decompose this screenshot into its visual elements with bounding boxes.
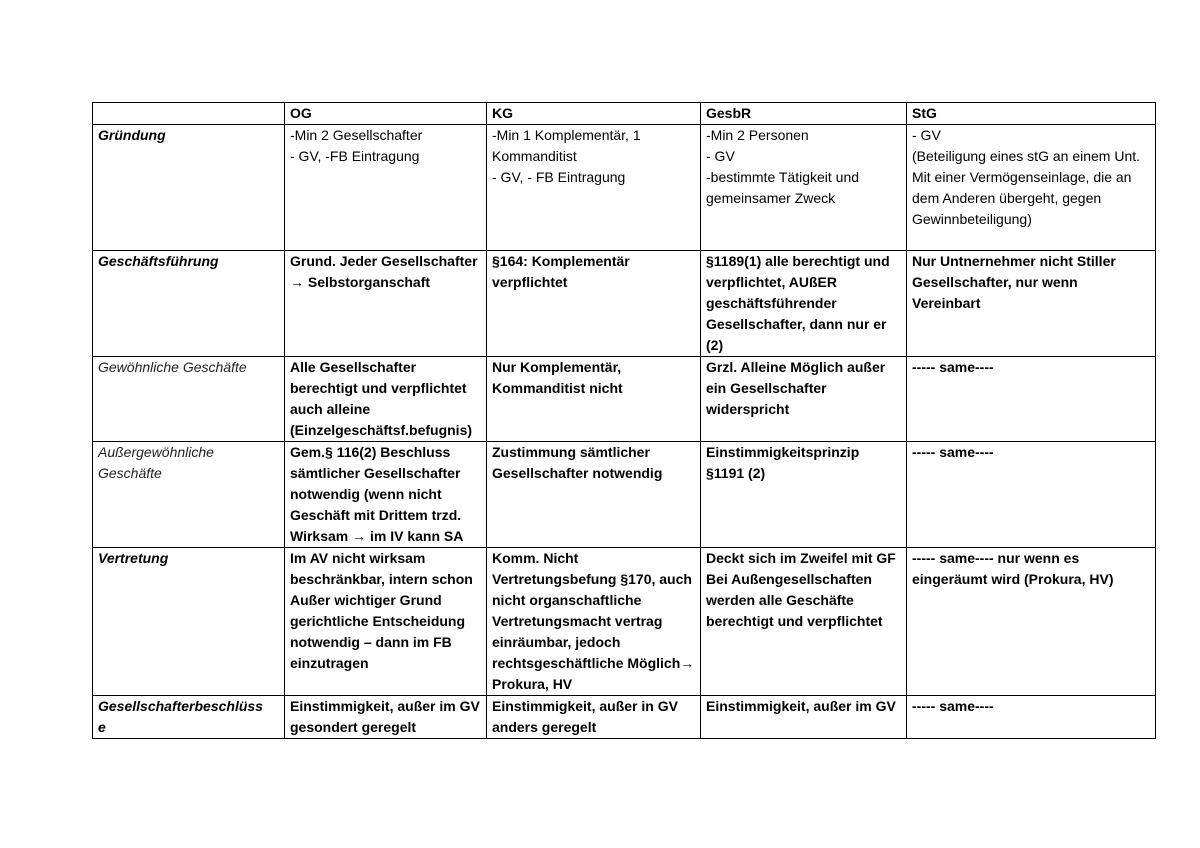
row-label: Geschäftsführung xyxy=(93,251,285,357)
comparison-table xyxy=(92,102,1156,739)
row-label: Außergewöhnliche Geschäfte xyxy=(93,442,285,548)
cell-kg: Zustimmung sämtlicher Gesellschafter notwendig xyxy=(487,442,701,548)
cell-gesbr: §1189(1) alle berechtigt und verpflichtet, AUßER geschäftsführender Gesellschafter, dann nur er (2) xyxy=(701,251,907,357)
cell-kg: §164: Komplementär verpflichtet xyxy=(487,251,701,357)
cell-gesbr: Grzl. Alleine Möglich außer ein Gesellschafter widerspricht xyxy=(701,357,907,442)
table-body xyxy=(93,103,1156,739)
cell-kg: Nur Komplementär, Kommanditist nicht xyxy=(487,357,701,442)
cell-stg: - GV (Beteiligung eines stG an einem Unt. Mit einer Vermögenseinlage, die an dem Anderen übergeht, gegen Gewinnbeteiligung) xyxy=(907,125,1156,251)
header-row xyxy=(93,103,1156,125)
header-cell-stg: StG xyxy=(907,103,1156,125)
cell-og: Einstimmigkeit, außer im GV gesondert geregelt xyxy=(285,696,487,739)
table-row xyxy=(93,696,1156,739)
cell-og: Grund. Jeder Gesellschafter → Selbstorganschaft xyxy=(285,251,487,357)
row-label: Vertretung xyxy=(93,548,285,696)
cell-stg: Nur Untnernehmer nicht Stiller Gesellschafter, nur wenn Vereinbart xyxy=(907,251,1156,357)
cell-og: Gem.§ 116(2) Beschluss sämtlicher Gesellschafter notwendig (wenn nicht Geschäft mit Drittem trzd. Wirksam → im IV kann SA xyxy=(285,442,487,548)
header-cell-og: OG xyxy=(285,103,487,125)
cell-kg: Einstimmigkeit, außer in GV anders geregelt xyxy=(487,696,701,739)
cell-og: Im AV nicht wirksam beschränkbar, intern schon Außer wichtiger Grund gerichtliche Entscheidung notwendig – dann im FB einzutragen xyxy=(285,548,487,696)
table-row xyxy=(93,442,1156,548)
header-cell-empty xyxy=(93,103,285,125)
table-row xyxy=(93,125,1156,251)
cell-gesbr: -Min 2 Personen - GV -bestimmte Tätigkeit und gemeinsamer Zweck xyxy=(701,125,907,251)
header-cell-kg: KG xyxy=(487,103,701,125)
cell-og: -Min 2 Gesellschafter - GV, -FB Eintragung xyxy=(285,125,487,251)
cell-gesbr: Deckt sich im Zweifel mit GF Bei Außengesellschaften werden alle Geschäfte berechtigt und verpflichtet xyxy=(701,548,907,696)
header-cell-gesbr: GesbR xyxy=(701,103,907,125)
cell-gesbr: Einstimmigkeit, außer im GV xyxy=(701,696,907,739)
cell-og: Alle Gesellschafter berechtigt und verpflichtet auch alleine (Einzelgeschäftsf.befugnis) xyxy=(285,357,487,442)
row-label: Gründung xyxy=(93,125,285,251)
cell-stg: ----- same---- xyxy=(907,442,1156,548)
row-label: Gewöhnliche Geschäfte xyxy=(93,357,285,442)
table-row xyxy=(93,357,1156,442)
cell-stg: ----- same---- xyxy=(907,357,1156,442)
table-row xyxy=(93,251,1156,357)
cell-kg: -Min 1 Komplementär, 1 Kommanditist - GV, - FB Eintragung xyxy=(487,125,701,251)
row-label: Gesellschafterbeschlüss e xyxy=(93,696,285,739)
cell-stg: ----- same---- xyxy=(907,696,1156,739)
cell-gesbr: Einstimmigkeitsprinzip §1191 (2) xyxy=(701,442,907,548)
cell-stg: ----- same---- nur wenn es eingeräumt wird (Prokura, HV) xyxy=(907,548,1156,696)
table-row xyxy=(93,548,1156,696)
cell-kg: Komm. Nicht Vertretungsbefung §170, auch nicht organschaftliche Vertretungsmacht vertrag einräumbar, jedoch rechtsgeschäftliche Möglich→ Prokura, HV xyxy=(487,548,701,696)
